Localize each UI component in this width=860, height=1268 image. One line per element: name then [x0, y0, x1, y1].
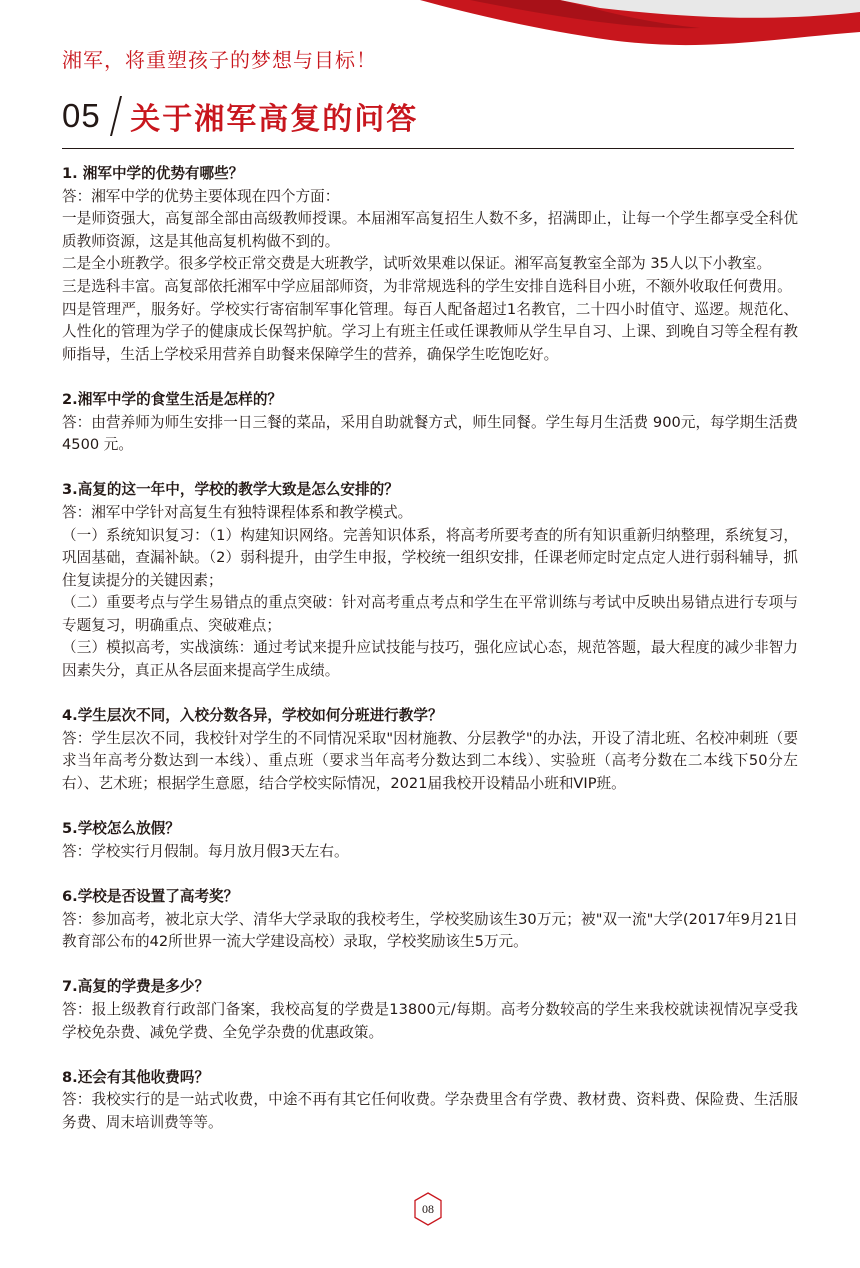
answer-paragraph: 答：报上级教育行政部门备案，我校高复的学费是13800元/每期。高考分数较高的学生来我校就读视情况享受我学校免杂费、减免学费、全免学杂费的优惠政策。 [62, 1000, 798, 1041]
qa-item [62, 705, 798, 795]
section-title: 关于湘军高复的问答 [130, 102, 419, 137]
answer-paragraph: 答：参加高考，被北京大学、清华大学录取的我校考生，学校奖励该生30万元；被"双一流"大学(2017年9月21日教育部公布的42所世界一流大学建设高校）录取，学校奖励该生5万元。 [62, 910, 798, 951]
question: 8.还会有其他收费吗？ [62, 1068, 210, 1086]
qa-item [62, 976, 798, 1044]
answer-paragraph: 三是选科丰富。高复部依托湘军中学应届部师资，为非常规选科的学生安排自选科目小班，不额外收取任何费用。 [62, 277, 792, 295]
section-number: 05 [62, 97, 101, 134]
qa-item [62, 163, 798, 366]
answer-paragraph: （三）模拟高考，实战演练：通过考试来提升应试技能与技巧，强化应试心态，规范答题，最大程度的减少非智力因素失分，真正从各层面来提高学生成绩。 [62, 639, 798, 680]
page-number: 08 [422, 1201, 434, 1216]
answer-paragraph: 答：学生层次不同，我校针对学生的不同情况采取"因材施教、分层教学"的办法，开设了清北班、名校冲刺班（要求当年高考分数达到一本线）、重点班（要求当年高考分数达到二本线）、实验班（高考分数在二本线下50分左右）、艺术班；根据学生意愿，结合学校实际情况，2021届我校开设精品小班和VIP班。 [62, 729, 798, 793]
answer-paragraph: 四是管理严，服务好。学校实行寄宿制军事化管理。每百人配备超过1名教官，二十四小时值守、巡逻。规范化、人性化的管理为学子的健康成长保驾护航。学习上有班主任或任课教师从学生早自习、上课、到晚自习等全程有教师指导，生活上学校采用营养自助餐来保障学生的营养，确保学生吃饱吃好。 [62, 300, 798, 363]
answer-paragraph: 答：湘军中学的优势主要体现在四个方面： [62, 187, 340, 205]
answer-paragraph: 二是全小班教学。很多学校正常交费是大班教学，试听效果难以保证。湘军高复教室全部为 35人以下小教室。 [62, 255, 772, 273]
slogan: 湘军，将重塑孩子的梦想与目标！ [62, 48, 377, 72]
section-divider-slash [110, 96, 121, 136]
question: 4.学生层次不同，入校分数各异，学校如何分班进行教学？ [62, 707, 443, 725]
page-number-badge [414, 1192, 442, 1226]
answer-paragraph: 答：由营养师为师生安排一日三餐的菜品，采用自助就餐方式，师生同餐。学生每月生活费 900元，每学期生活费 4500 元。 [62, 413, 798, 454]
question: 5.学校怎么放假？ [62, 820, 180, 838]
answer-paragraph: 答：我校实行的是一站式收费，中途不再有其它任何收费。学杂费里含有学费、教材费、资料费、保险费、生活服务费、周末培训费等等。 [62, 1091, 798, 1131]
qa-item [62, 1067, 798, 1135]
question: 6.学校是否设置了高考奖？ [62, 888, 239, 905]
answer-paragraph: （一）系统知识复习：（1）构建知识网络。完善知识体系，将高考所要考查的所有知识重新归纳整理，系统复习，巩固基础，查漏补缺。（2）弱科提升，由学生申报，学校统一组织安排，任课老师定时定点定人进行弱科辅导，抓住复读提分的关键因素； [62, 526, 798, 589]
question: 3.高复的这一年中，学校的教学大致是怎么安排的？ [62, 481, 399, 499]
qa-item [62, 479, 798, 682]
qa-item [62, 389, 798, 457]
header-rule [62, 148, 794, 149]
qa-item [62, 886, 798, 954]
answer-paragraph: 一是师资强大，高复部全部由高级教师授课。本届湘军高复招生人数不多，招满即止，让每一个学生都享受全科优质教师资源，这是其他高复机构做不到的。 [62, 210, 798, 250]
question: 7.高复的学费是多少？ [62, 978, 210, 996]
answer-paragraph: （二）重要考点与学生易错点的重点突破：针对高考重点考点和学生在平常训练与考试中反映出易错点进行专项与专题复习，明确重点、突破难点； [62, 594, 798, 634]
question: 1. 湘军中学的优势有哪些？ [62, 165, 244, 182]
section-header [62, 92, 418, 140]
answer-paragraph: 答：学校实行月假制。每月放月假3天左右。 [62, 842, 349, 860]
answer-paragraph: 答：湘军中学针对高复生有独特课程体系和教学模式。 [62, 503, 413, 521]
question: 2.湘军中学的食堂生活是怎样的？ [62, 390, 283, 408]
qa-list [62, 163, 798, 1135]
qa-item [62, 818, 798, 863]
